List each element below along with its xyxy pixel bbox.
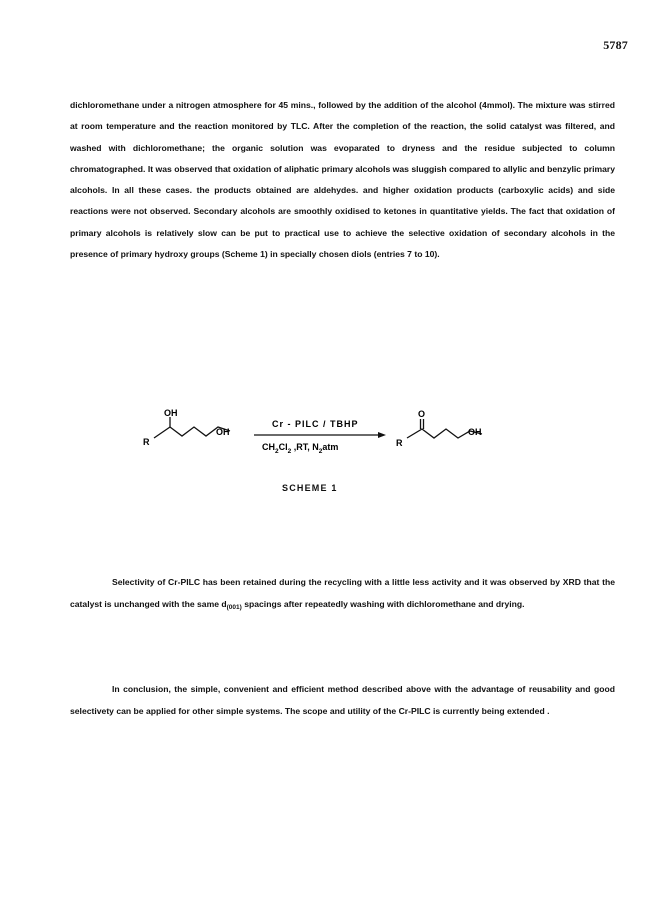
body-paragraph-3: In conclusion, the simple, convenient and efficient method described above with the advantage of reusability and good selectivety can be applied for other simple systems. The scope and utility of the Cr-PILC is currently being extended . — [70, 684, 615, 716]
scheme-label: SCHEME 1 — [282, 483, 338, 493]
product-r: R — [396, 438, 403, 448]
reactant-oh-top: OH — [164, 408, 178, 418]
page-number: 5787 — [603, 38, 628, 52]
product-o: O — [418, 409, 426, 419]
product-oh-end: OH — [468, 427, 482, 437]
reaction-scheme — [143, 405, 550, 475]
paragraph-2-text-after: spacings after repeatedly washing with dichloromethane and drying. — [241, 599, 525, 609]
reaction-scheme-drawing — [143, 405, 550, 475]
reagent-label: Cr - PILC / TBHP — [272, 419, 359, 429]
reactant-oh-end: OH — [216, 427, 230, 437]
d-spacing-subscript: (001) — [226, 604, 242, 611]
body-paragraph-1: dichloromethane under a nitrogen atmosphere for 45 mins., followed by the addition of the alcohol (4mmol). The mixture was stirred at room temperature and the reaction monitored by TLC. After the completion of the reaction, the solid catalyst was filtered, and washed with dichloromethane; the organic solution was evoparated to dryness and the residue subjected to column chromatographed. It was observed that oxidation of aliphatic primary alcohols was sluggish compared to allylic and benzylic primary alcohols. In all these cases. the products obtained are aldehydes. and higher oxidation products (carboxylic acids) and side reactions were not observed. Secondary alcohols are smoothly oxidised to ketones in quantitative yields. The fact that oxidation of primary alcohols is relatively slow can be put to practical use to achieve the selective oxidation of secondary alcohols in the presence of primary hydroxy groups (Scheme 1) in specially chosen diols (entries 7 to 10). — [70, 100, 615, 260]
reaction-arrow — [254, 432, 386, 438]
paragraph-2-text-before: Selectivity of Cr-PILC has been retained during the recycling with a little less activity and it was observed by XRD that the catalyst is unchanged with the same d — [70, 577, 615, 609]
conditions-label: $CH_2Cl_2$ ,RT, $N_2atm$ — [262, 442, 339, 455]
reactant-r: R — [143, 437, 150, 447]
body-paragraph-2 — [70, 571, 615, 617]
